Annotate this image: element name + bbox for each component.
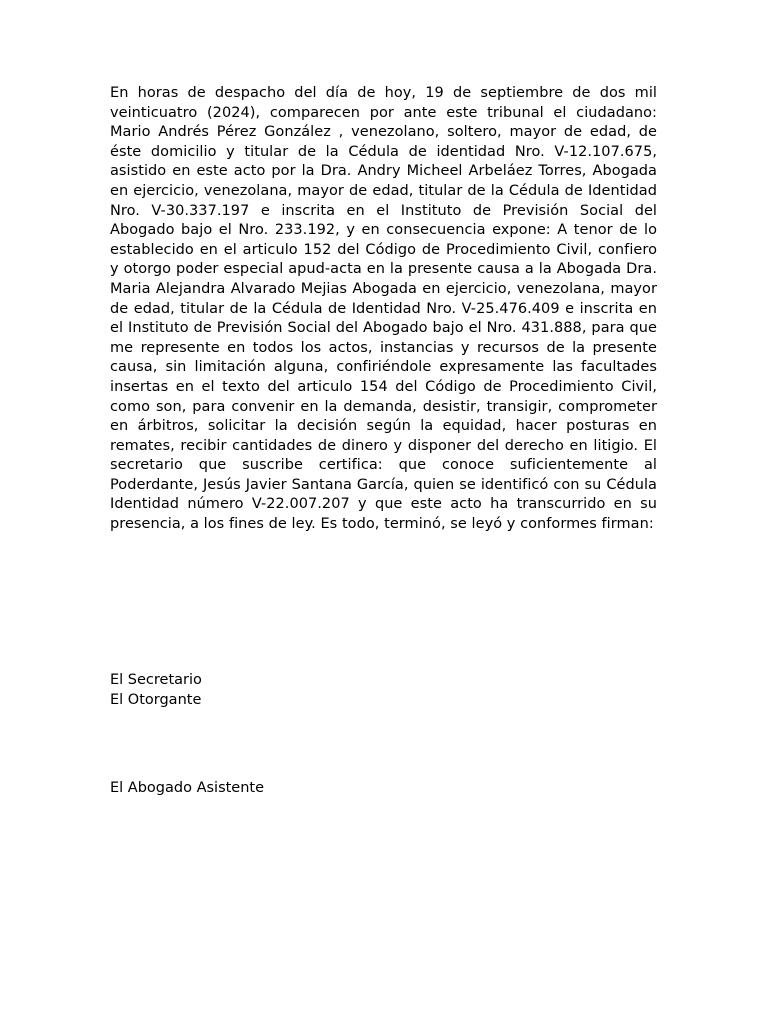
signature-label-otorgante: El Otorgante [110,692,202,708]
signature-label-abogado-asistente: El Abogado Asistente [110,780,265,796]
apud-acta-paragraph: En horas de despacho del día de hoy, 19 de septiembre de dos mil veinticuatro (2024), comparecen por ante este tribunal el ciudadano: Mario Andrés Pérez González , venezolano, soltero, mayor de edad, de éste domicilio y titular de la Cédula de identidad Nro. V-12.107.675, asistido en este acto por la Dra. Andry Micheel Arbeláez Torres, Abogada en ejercicio, venezolana, mayor de edad, titular de la Cédula de Identidad Nro. V-30.337.197 e inscrita en el Instituto de Previsión Social del Abogado bajo el Nro. 233.192, y en consecuencia expone: A tenor de lo establecido en el articulo 152 del Código de Procedimiento Civil, confiero y otorgo poder especial apud-acta en la presente causa a la Abogada Dra. Maria Alejandra Alvarado Mejias Abogada en ejercicio, venezolana, mayor de edad, titular de la Cédula de Identidad Nro. V-25.476.409 e inscrita en el Instituto de Previsión Social del Abogado bajo el Nro. 431.888, para que me represente en todos los actos, instancias y recursos de la presente causa, sin limitación alguna, confiriéndole expresamente las facultades insertas en el texto del articulo 154 del Código de Procedimiento Civil, como son, para convenir en la demanda, desistir, transigir, comprometer en árbitros, solicitar la decisión según la equidad, hacer posturas en remates, recibir cantidades de dinero y disponer del derecho en litigio. El secretario que suscribe certifica: que conoce suficientemente al Poderdante, Jesús Javier Santana García, quien se identificó con su Cédula Identidad número V-22.007.207 y que este acto ha transcurrido en su presencia, a los fines de ley. Es todo, terminó, se leyó y conformes firman: [110,85,657,533]
signature-label-secretario: El Secretario [110,672,202,688]
